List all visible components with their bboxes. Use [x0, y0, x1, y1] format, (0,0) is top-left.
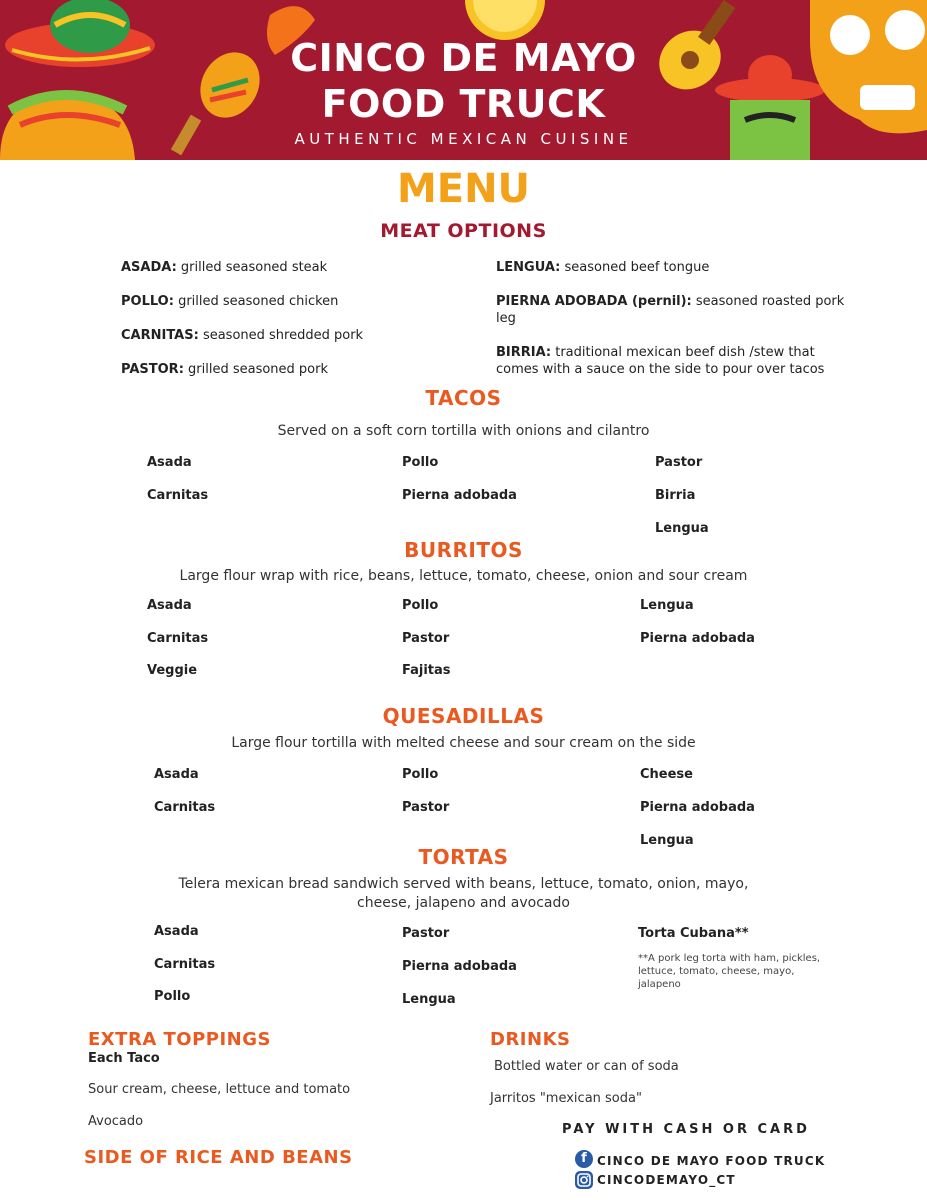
quesadilla-item: Carnitas	[154, 800, 216, 815]
quesadilla-item: Lengua	[640, 833, 694, 848]
meat-option-birria: BIRRIA: traditional mexican beef dish /stew that comes with a sauce on the side to pour over tacos	[496, 345, 825, 377]
burrito-item: Pastor	[402, 631, 450, 646]
burrito-item: Pierna adobada	[640, 631, 755, 646]
meat-option-asada: ASADA: grilled seasoned steak	[121, 260, 328, 275]
taco-item: Asada	[147, 455, 192, 470]
drink-item: Bottled water or can of soda	[494, 1059, 679, 1074]
extra-topping-item: Avocado	[88, 1114, 144, 1129]
payment-info: PAY WITH CASH OR CARD	[562, 1122, 810, 1137]
meat-option-pastor: PASTOR: grilled seasoned pork	[121, 362, 329, 377]
quesadilla-item: Cheese	[640, 767, 693, 782]
torta-cubana-note-line: jalapeno	[638, 979, 681, 990]
torta-item: Pastor	[402, 926, 450, 941]
quesadillas-heading: QUESADILLAS	[382, 704, 545, 728]
tacos-heading: TACOS	[425, 386, 502, 410]
torta-cubana-note-line: **A pork leg torta with ham, pickles,	[638, 953, 821, 964]
taco-item: Pollo	[402, 455, 439, 470]
meat-option-pierna-adobada: PIERNA ADOBADA (pernil): seasoned roasted pork leg	[496, 294, 845, 326]
torta-item: Asada	[154, 924, 199, 939]
meat-option-lengua: LENGUA: seasoned beef tongue	[496, 260, 710, 275]
extra-toppings-subheading: Each Taco	[88, 1051, 160, 1066]
meat-options-heading: MEAT OPTIONS	[380, 220, 547, 242]
drinks-heading: DRINKS	[490, 1029, 571, 1050]
burritos-description: Large flour wrap with rice, beans, lettuce, tomato, cheese, onion and sour cream	[179, 568, 748, 584]
lemon-icon	[465, 0, 545, 40]
quesadillas-description: Large flour tortilla with melted cheese and sour cream on the side	[231, 735, 696, 751]
meat-option-carnitas: CARNITAS: seasoned shredded pork	[121, 328, 364, 343]
tortas-heading: TORTAS	[418, 845, 509, 869]
facebook-icon[interactable]: f	[575, 1150, 593, 1168]
instagram-glyph	[575, 1171, 593, 1189]
tortas-description-line1: Telera mexican bread sandwich served with beans, lettuce, tomato, onion, mayo,	[178, 876, 749, 892]
torta-item: Carnitas	[154, 957, 216, 972]
torta-item: Torta Cubana**	[638, 926, 749, 941]
quesadilla-item: Pastor	[402, 800, 450, 815]
instagram-handle[interactable]: CINCODEMAYO_CT	[597, 1173, 736, 1187]
tacos-description: Served on a soft corn tortilla with onions and cilantro	[277, 423, 650, 439]
burrito-item: Carnitas	[147, 631, 209, 646]
page-title: MENU	[396, 166, 531, 212]
torta-item: Pierna adobada	[402, 959, 517, 974]
torta-item: Pollo	[154, 989, 191, 1004]
quesadilla-item: Asada	[154, 767, 199, 782]
burrito-item: Fajitas	[402, 663, 451, 678]
instagram-icon[interactable]	[575, 1171, 593, 1189]
burrito-item: Pollo	[402, 598, 439, 613]
drink-item: Jarritos "mexican soda"	[490, 1091, 642, 1106]
extra-topping-item: Sour cream, cheese, lettuce and tomato	[88, 1082, 351, 1097]
meat-option-pollo: POLLO: grilled seasoned chicken	[121, 294, 339, 309]
burrito-item: Lengua	[640, 598, 694, 613]
taco-item: Pierna adobada	[402, 488, 517, 503]
banner-title-line2: FOOD TRUCK	[321, 82, 606, 126]
burrito-item: Asada	[147, 598, 192, 613]
header-banner	[0, 0, 927, 160]
quesadilla-item: Pollo	[402, 767, 439, 782]
quesadilla-item: Pierna adobada	[640, 800, 755, 815]
extra-toppings-heading: EXTRA TOPPINGS	[88, 1029, 271, 1050]
banner-subtitle: AUTHENTIC MEXICAN CUISINE	[294, 130, 633, 148]
taco-item: Birria	[655, 488, 696, 503]
burrito-item: Veggie	[147, 663, 198, 678]
banner-title-line1: CINCO DE MAYO	[290, 36, 637, 80]
taco-item: Lengua	[655, 521, 709, 536]
tortas-description-line2: cheese, jalapeno and avocado	[357, 895, 570, 911]
burritos-heading: BURRITOS	[404, 538, 523, 562]
taco-item: Carnitas	[147, 488, 209, 503]
torta-item: Lengua	[402, 992, 456, 1007]
torta-cubana-note-line: lettuce, tomato, cheese, mayo,	[638, 966, 795, 977]
taco-item: Pastor	[655, 455, 703, 470]
facebook-handle[interactable]: CINCO DE MAYO FOOD TRUCK	[597, 1154, 826, 1168]
side-rice-beans-heading: SIDE OF RICE AND BEANS	[84, 1147, 353, 1168]
